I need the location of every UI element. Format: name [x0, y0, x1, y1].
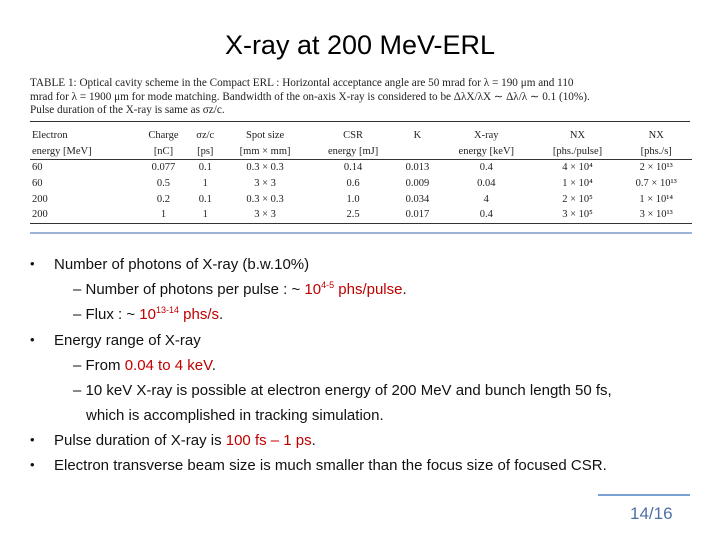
- punctuation: .: [311, 432, 316, 449]
- highlight-value: 100 fs – 1 ps: [225, 432, 312, 449]
- bullet-text: [54, 432, 316, 449]
- table-cell: 3 × 3: [254, 209, 276, 221]
- table-cell: 0.077: [151, 162, 176, 174]
- header-cell: energy [MeV]: [32, 145, 92, 157]
- sub-bullet-text: – Flux : ~: [73, 306, 140, 323]
- table-cell: 0.5: [156, 178, 170, 190]
- table-cell: 2 × 10¹³: [639, 162, 673, 174]
- sub-bullet-item: [73, 382, 612, 399]
- table-cell: 1: [202, 178, 208, 190]
- header-cell: Electron: [32, 130, 68, 142]
- table-cell: 1 × 10⁴: [562, 178, 593, 190]
- bullet-marker: •: [30, 332, 35, 347]
- table-cell: 0.1: [198, 193, 212, 205]
- sub-bullet-text: – From: [73, 357, 125, 374]
- sub-bullet-text: which is accomplished in tracking simulation.: [86, 407, 384, 424]
- bullet-text-part: Pulse duration of X-ray is: [54, 432, 226, 449]
- table-cell: 60: [32, 178, 43, 190]
- header-cell: K: [413, 130, 422, 142]
- header-cell: energy [mJ]: [327, 145, 379, 157]
- header-cell: NX: [648, 130, 664, 142]
- exponent: 4-5: [321, 280, 335, 290]
- table-cell: 3 × 3: [254, 178, 276, 190]
- caption-line: mrad for λ = 1900 μm for mode matching. Bandwidth of the on-axis X-ray is considered to be ΔλX/λX ∼ Δλ/λ ∼ 0.1 (10%).: [30, 90, 590, 103]
- header-cell: σz/c: [196, 130, 215, 142]
- table-cell: 4: [483, 193, 489, 205]
- sub-bullet-text: – Number of photons per pulse : ~: [73, 281, 305, 298]
- table-header-row: [30, 128, 692, 144]
- bullet-marker: •: [30, 432, 35, 447]
- table-cell: 0.017: [405, 209, 430, 221]
- table-header-row: [30, 144, 692, 160]
- footer-rule: [598, 494, 690, 496]
- table-cell: 1: [160, 209, 167, 221]
- table-cell: 2.5: [346, 209, 360, 221]
- table-cell: 0.14: [343, 162, 363, 174]
- table-cell: 0.1: [198, 162, 212, 174]
- table-row: [30, 191, 692, 207]
- header-cell: energy [keV]: [458, 145, 515, 157]
- header-cell: Charge: [148, 130, 179, 142]
- table-cell: 3 × 10¹³: [639, 209, 673, 221]
- table-caption: [30, 77, 695, 118]
- bullet-marker: •: [30, 457, 35, 472]
- table-cell: 0.2: [156, 193, 170, 205]
- table-cell: 0.7 × 10¹³: [635, 178, 677, 190]
- table-cell: 4 × 10⁴: [562, 162, 593, 174]
- header-cell: [nC]: [153, 145, 174, 157]
- table-cell: 1.0: [346, 193, 360, 205]
- punctuation: .: [402, 281, 407, 298]
- sub-bullet-item: [73, 281, 407, 298]
- table-row: [30, 160, 692, 176]
- bullet-text: Number of photons of X-ray (b.w.10%): [54, 256, 310, 273]
- optical-cavity-table: [30, 128, 692, 224]
- page-number: 14/16: [630, 504, 673, 523]
- table-cell: 1: [202, 209, 208, 221]
- table-cell: 0.04: [477, 178, 496, 190]
- sub-bullet-item: [73, 306, 223, 323]
- sub-bullet-continuation: [86, 407, 384, 424]
- table-cell: 2 × 10⁵: [562, 193, 593, 205]
- sub-bullet-item: [73, 357, 216, 374]
- header-cell: [ps]: [197, 145, 214, 157]
- table-cell: 0.034: [405, 193, 430, 205]
- table-cell: 0.3 × 0.3: [246, 193, 284, 205]
- table-cell: 0.3 × 0.3: [246, 162, 284, 174]
- bullet-text: Electron transverse beam size is much smaller than the focus size of focused CSR.: [54, 457, 607, 474]
- table-cell: 0.4: [479, 162, 493, 174]
- bullet-marker: •: [30, 256, 35, 271]
- punctuation: .: [211, 357, 216, 374]
- exponent: 13-14: [155, 305, 179, 315]
- header-cell: NX: [569, 130, 586, 142]
- header-cell: Spot size: [245, 130, 285, 142]
- table-cell: 0.009: [405, 178, 430, 190]
- caption-line: TABLE 1: Optical cavity scheme in the Compact ERL : Horizontal acceptance angle are 50 mrad for λ = 190 μm and 110: [30, 77, 574, 89]
- header-cell: [397, 144, 438, 160]
- table-cell: 0.6: [346, 178, 360, 190]
- table-cell: 60: [32, 162, 43, 174]
- table-cell: 0.013: [405, 162, 430, 174]
- bullet-text: Energy range of X-ray: [54, 332, 201, 349]
- highlight-value: 10: [139, 306, 156, 323]
- caption-line: Pulse duration of the X-ray is same as σz/c.: [30, 104, 225, 116]
- table-top-rule: [30, 121, 690, 122]
- table-frame-line: [30, 232, 692, 240]
- header-cell: [phs./pulse]: [552, 145, 603, 157]
- highlight-unit: phs/s: [179, 306, 220, 323]
- header-cell: [phs./s]: [640, 145, 672, 157]
- punctuation: .: [219, 306, 224, 323]
- table-cell: 200: [32, 209, 48, 221]
- highlight-unit: phs/pulse: [334, 281, 403, 298]
- header-cell: CSR: [343, 130, 364, 142]
- highlight-value: 10: [304, 281, 322, 298]
- table-cell: 3 × 10⁵: [562, 209, 593, 221]
- table-row: [30, 207, 692, 223]
- table-cell: 0.4: [479, 209, 493, 221]
- header-cell: [mm × mm]: [239, 145, 291, 157]
- highlight-value: 0.04 to 4 keV: [124, 357, 212, 374]
- table-cell: 1 × 10¹⁴: [639, 193, 674, 205]
- table-cell: 200: [32, 193, 48, 205]
- header-cell: X-ray: [474, 130, 499, 142]
- slide-title: X-ray at 200 MeV-ERL: [224, 30, 496, 60]
- sub-bullet-text: – 10 keV X-ray is possible at electron energy of 200 MeV and bunch length 50 fs,: [73, 382, 612, 399]
- table-row: [30, 176, 692, 192]
